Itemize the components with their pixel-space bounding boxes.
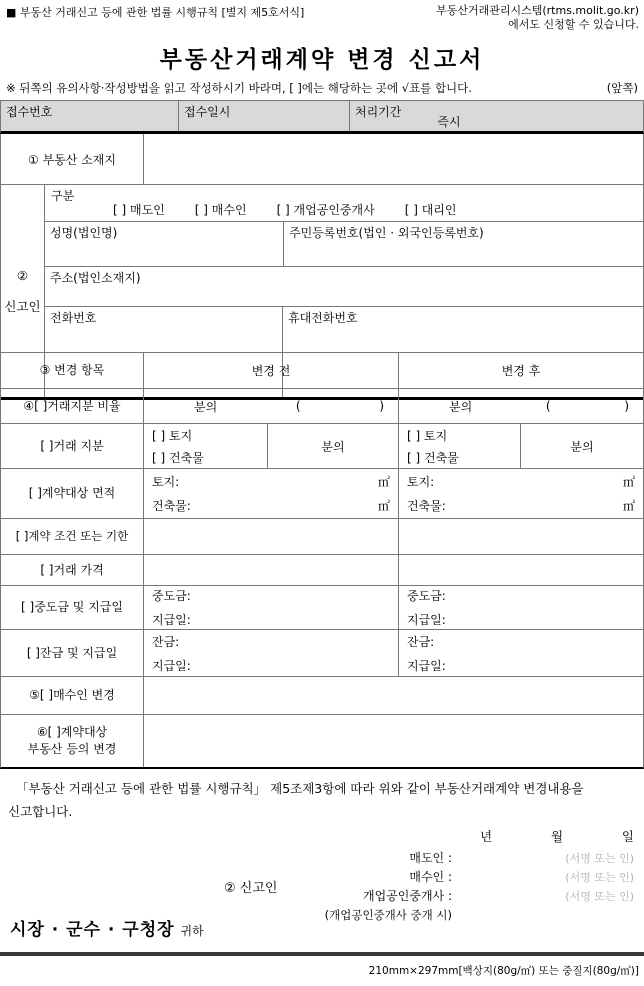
- balance-payment-row: [1, 630, 643, 677]
- transaction-price-row: [1, 555, 643, 586]
- checkbox-broker[interactable]: [ ] 개업공인중개사: [276, 203, 375, 217]
- after-header: 변경 후: [501, 364, 541, 378]
- checkbox-seller[interactable]: [ ] 매도인: [113, 203, 165, 217]
- share-before-cell: [144, 424, 399, 468]
- property-change-label[interactable]: [1, 715, 144, 767]
- area-land-unit-after: ㎡: [622, 475, 635, 489]
- date-line: [480, 827, 634, 845]
- phone-field[interactable]: 전화번호: [45, 307, 283, 397]
- contract-area-label[interactable]: [ ]계약대상 면적: [1, 469, 144, 518]
- declaration-paragraph: [8, 777, 636, 823]
- buyer-change-label[interactable]: ⑤[ ]매수인 변경: [1, 677, 144, 714]
- seller-signature-label: 매도인 :: [409, 851, 452, 865]
- receipt-number-label: 접수번호: [6, 105, 53, 119]
- changes-header-row: [1, 353, 643, 389]
- balance-after-input[interactable]: [399, 630, 643, 676]
- balance-date-before: 지급일:: [152, 658, 191, 673]
- receipt-datetime-label: 접수일시: [178, 101, 349, 131]
- processing-period-cell: [349, 101, 643, 131]
- checkbox-land-after[interactable]: [ ] 토지: [407, 428, 448, 443]
- interim-payment-row: [1, 586, 643, 630]
- share-after-cell: [399, 424, 643, 468]
- online-notice-line1: 부동산거래관리시스템(rtms.molit.go.kr): [436, 4, 639, 17]
- ratio-open-before: (: [295, 399, 301, 413]
- area-building-line-after: [407, 497, 635, 514]
- seller-signature-row: [0, 848, 644, 867]
- area-land-line-after: [407, 473, 635, 490]
- category-options: [113, 201, 456, 218]
- broker-signature-row: [0, 886, 644, 905]
- receipt-strip: [0, 100, 644, 134]
- name-field[interactable]: 성명(법인명): [45, 222, 284, 266]
- property-change-row: [1, 715, 643, 767]
- declarant-name-row: [45, 222, 643, 267]
- transaction-share-label[interactable]: [ ]거래 지분: [1, 424, 144, 468]
- ratio-close-after: ): [624, 399, 629, 413]
- interim-after-input[interactable]: [399, 586, 643, 629]
- share-ratio-row: [1, 389, 643, 424]
- recipient-line: [10, 915, 204, 940]
- buyer-change-input[interactable]: [144, 677, 643, 714]
- broker-note: (개업공인중개사 중개 시): [324, 907, 452, 922]
- area-building-unit-before: ㎡: [377, 499, 390, 513]
- share-before-checks: [144, 424, 268, 468]
- broker-seal-note: (서명 또는 인): [565, 889, 634, 903]
- form-reference: ■ 부동산 거래신고 등에 관한 법률 시행규칙 [별지 제5호서식]: [6, 6, 305, 19]
- share-before-unit-input[interactable]: 분의: [321, 439, 345, 454]
- recipient-title: 시장 · 군수 · 구청장: [10, 920, 175, 940]
- interim-date-before: 지급일:: [152, 613, 191, 627]
- checkbox-land-before[interactable]: [ ] 토지: [152, 428, 193, 443]
- checkbox-building-before[interactable]: [ ] 건축물: [152, 450, 204, 465]
- instruction-text: ※ 뒤쪽의 유의사항·작성방법을 읽고 작성하시기 바라며, [ ]에는 해당하는 곳에 √표를 합니다.: [6, 81, 472, 95]
- price-before-input[interactable]: [144, 555, 399, 585]
- buyer-seal-note: (서명 또는 인): [565, 870, 634, 884]
- buyer-change-row: [1, 677, 643, 715]
- share-after-unit-input[interactable]: 분의: [570, 439, 594, 454]
- regno-field[interactable]: 주민등록번호(법인 · 외국인등록번호): [289, 226, 484, 240]
- interim-before-input[interactable]: [144, 586, 399, 629]
- declarant-number: ②: [16, 267, 29, 283]
- category-label: 구분: [51, 189, 75, 203]
- seller-seal-note: (서명 또는 인): [565, 851, 634, 865]
- area-building-unit-after: ㎡: [622, 499, 635, 513]
- declaration-line2: 신고합니다.: [8, 804, 73, 819]
- processing-period-value: 즉시: [437, 115, 461, 129]
- recipient-honorific: 귀하: [180, 924, 204, 938]
- mobile-field[interactable]: 휴대전화번호: [288, 311, 358, 325]
- share-ratio-label[interactable]: ④[ ]거래지분 비율: [1, 389, 144, 423]
- area-after-input[interactable]: [399, 469, 643, 518]
- page-title: 부동산거래계약 변경 신고서: [159, 47, 485, 73]
- condition-before-input[interactable]: [144, 519, 399, 554]
- contract-condition-row: [1, 519, 643, 555]
- ratio-close-before: ): [379, 399, 384, 413]
- share-ratio-before-input[interactable]: [144, 389, 399, 423]
- checkbox-building-after[interactable]: [ ] 건축물: [407, 450, 459, 465]
- bottom-rule: [0, 952, 644, 956]
- online-notice: [436, 4, 639, 32]
- transaction-price-label[interactable]: [ ]거래 가격: [1, 555, 144, 585]
- property-location-input[interactable]: [144, 134, 643, 184]
- transaction-share-row: [1, 424, 643, 469]
- share-after-checks: [399, 424, 521, 468]
- property-change-label-line1: ⑥[ ]계약대상: [36, 725, 108, 739]
- signature-block: [0, 848, 644, 924]
- area-land-line-before: [152, 473, 390, 490]
- instruction-row: [6, 80, 638, 96]
- balance-date-after: 지급일:: [407, 658, 446, 673]
- ratio-unit-before: 분의: [194, 399, 218, 414]
- paper-spec: 210mm×297mm[백상지(80g/㎡) 또는 중질지(80g/㎡)]: [368, 965, 639, 977]
- online-notice-line2: 에서도 신청할 수 있습니다.: [508, 18, 639, 31]
- day-label: 일: [621, 829, 634, 844]
- contract-condition-label[interactable]: [ ]계약 조건 또는 기한: [1, 519, 144, 554]
- area-before-input[interactable]: [144, 469, 399, 518]
- interim-date-after: 지급일:: [407, 613, 446, 627]
- contract-area-row: [1, 469, 643, 519]
- balance-amount-before: 잔금:: [152, 634, 180, 649]
- property-location-label: ① 부동산 소재지: [1, 134, 144, 184]
- condition-after-input[interactable]: [399, 519, 643, 554]
- declarant-label: 신고인: [4, 298, 41, 314]
- area-land-label-before: 토지:: [152, 475, 180, 489]
- declaration-line1: 「부동산 거래신고 등에 관한 법률 시행규칙」 제5조제3항에 따라 위와 같이 부동산거래계약 변경내용을: [16, 781, 584, 796]
- before-header: 변경 전: [144, 353, 399, 388]
- checkbox-buyer[interactable]: [ ] 매수인: [194, 203, 247, 217]
- changes-table: [0, 352, 644, 769]
- form-header: [6, 4, 639, 32]
- signature-declarant-label: ② 신고인: [224, 881, 278, 896]
- processing-period-label: 처리기간: [355, 105, 402, 119]
- property-change-label-line2: 부동산 등의 변경: [27, 742, 117, 756]
- buyer-signature-label: 매수인 :: [409, 870, 452, 884]
- interim-amount-before: 중도금:: [152, 589, 191, 603]
- address-field[interactable]: 주소(법인소재지): [45, 267, 643, 307]
- buyer-signature-row: [0, 867, 644, 886]
- interim-amount-after: 중도금:: [407, 589, 446, 603]
- area-building-label-before: 건축물:: [152, 499, 191, 513]
- share-ratio-after-input[interactable]: [399, 389, 643, 423]
- property-location-row: [1, 134, 643, 185]
- ratio-open-after: (: [545, 399, 551, 413]
- area-land-label-after: 토지:: [407, 475, 435, 489]
- interim-payment-label[interactable]: [ ]중도금 및 지급일: [1, 586, 144, 629]
- ratio-unit-after: 분의: [449, 399, 473, 414]
- broker-signature-label: 개업공인중개사 :: [362, 889, 452, 903]
- area-land-unit-before: ㎡: [377, 475, 390, 489]
- property-change-input[interactable]: [144, 715, 643, 767]
- balance-payment-label[interactable]: [ ]잔금 및 지급일: [1, 630, 144, 676]
- month-label: 월: [550, 829, 564, 844]
- area-building-label-after: 건축물:: [407, 499, 446, 513]
- changes-item-header: ③ 변경 항목: [1, 353, 144, 388]
- year-label: 년: [480, 829, 493, 844]
- area-building-line-before: [152, 497, 390, 514]
- declarant-category-row: [45, 185, 643, 222]
- balance-before-input[interactable]: [144, 630, 399, 676]
- price-after-input[interactable]: [399, 555, 643, 585]
- balance-amount-after: 잔금:: [407, 634, 435, 649]
- checkbox-agent[interactable]: [ ] 대리인: [404, 203, 457, 217]
- page-side-label: (앞쪽): [606, 81, 638, 95]
